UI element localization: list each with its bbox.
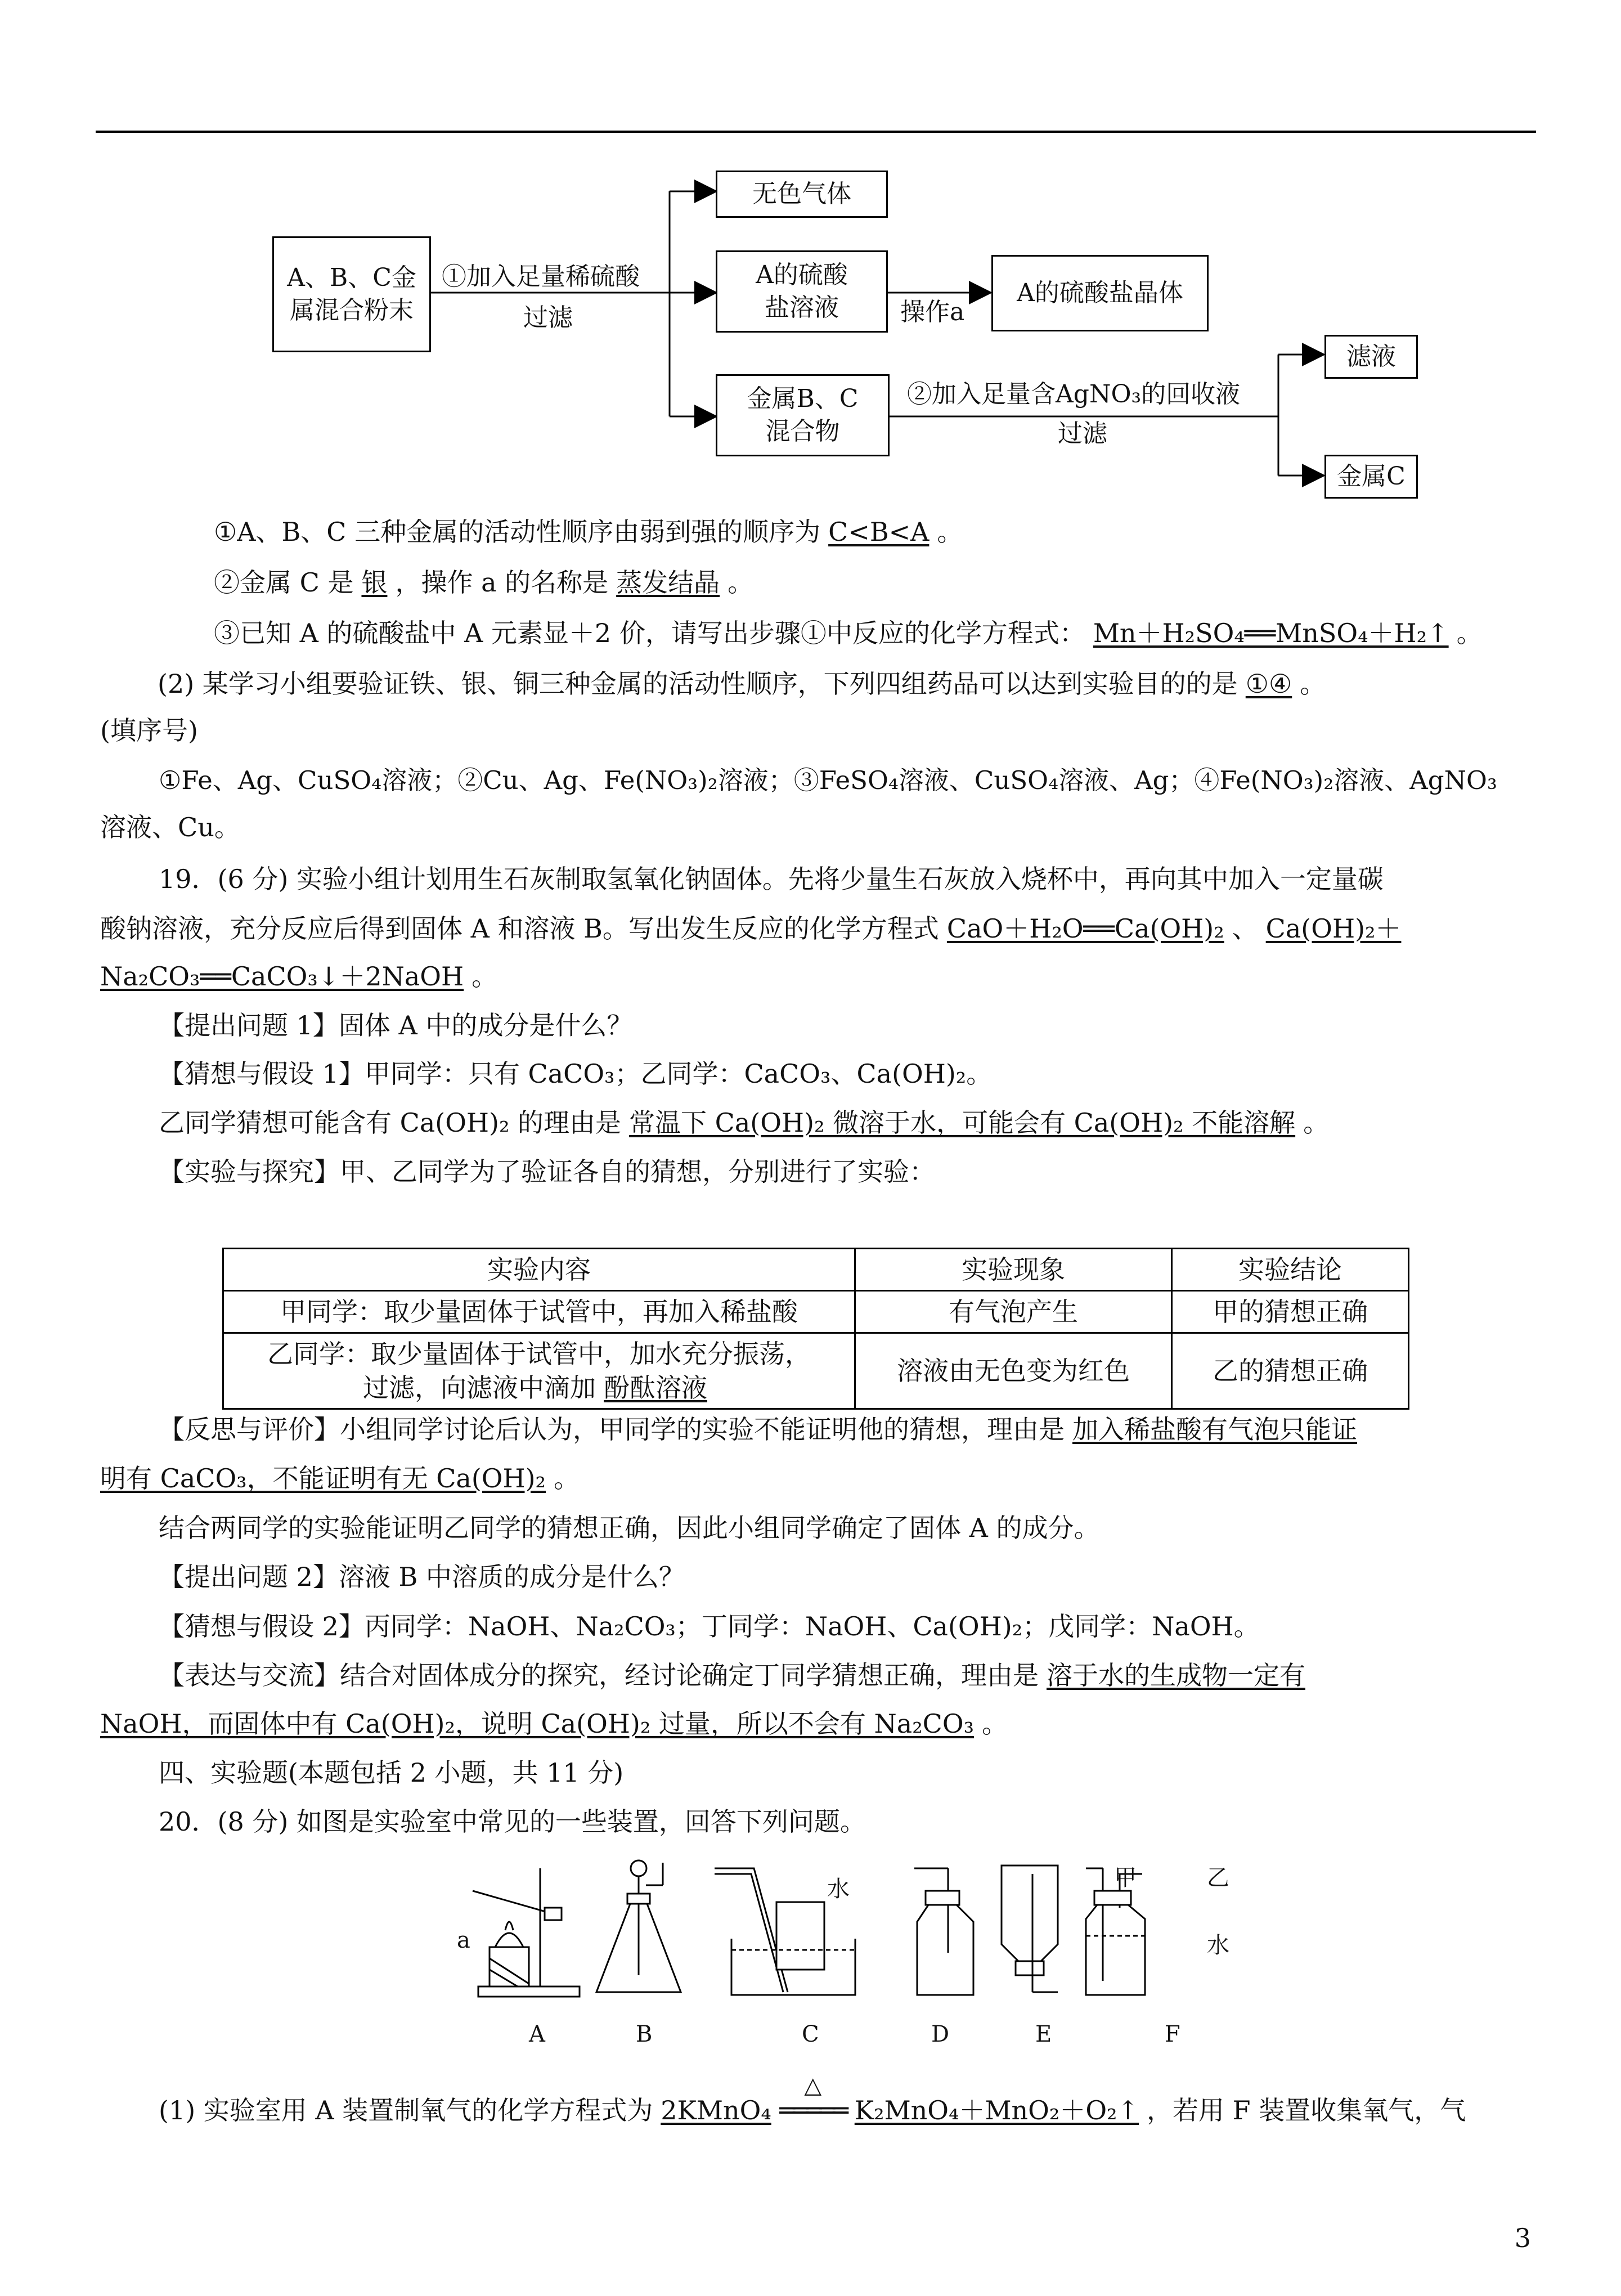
answer-blank: ①④ [1245,669,1292,699]
q18-line6: ①Fe、Ag、CuSO₄溶液；②Cu、Ag、Fe(NO₃)₂溶液；③FeSO₄溶液、CuSO₄溶液、Ag；④Fe(NO₃)₂溶液、AgNO₃ [159,765,1497,795]
q19-reflect-line1: 【反思与评价】小组同学讨论后认为，甲同学的实验不能证明他的猜想，理由是 加入稀盐酸有气泡只能证 [159,1412,1365,1446]
flow-metal-c-box: 金属C [1324,455,1418,499]
page-number: 3 [1514,2223,1531,2253]
table-cell: 甲同学：取少量固体于试管中，再加入稀盐酸 [223,1291,855,1333]
q19-hypothesis1: 【猜想与假设 1】甲同学：只有 CaCO₃；乙同学：CaCO₃、Ca(OH)₂。 [159,1059,993,1089]
apparatus-label: E [1035,2021,1052,2047]
answer-blank: 2KMnO₄ [661,2095,771,2125]
section-heading: 四、实验题(本题包括 2 小题，共 11 分) [159,1757,624,1788]
answer-blank: Ca(OH)₂＋ [1265,913,1402,944]
flow-mix-bc-box: 金属B、C混合物 [716,374,890,456]
apparatus-a [473,1868,580,1997]
answer-blank: 溶于水的生成物一定有 [1047,1660,1305,1690]
flow-op-a-label: 操作a [900,298,965,326]
table-header: 实验内容 [223,1249,855,1291]
q19-express-line1: 【表达与交流】结合对固体成分的探究，经讨论确定丁同学猜想正确，理由是 溶于水的生成物一定有 [159,1658,1313,1692]
answer-blank: 加入稀盐酸有气泡只能证 [1072,1414,1357,1445]
q18-line5: (填序号) [100,715,198,746]
apparatus-label-a-small: a [457,1927,470,1953]
q19-line1: 19．(6 分) 实验小组计划用生石灰制取氢氧化钠固体。先将少量生石灰放入烧杯中，再向其中加入一定量碳 [159,864,1384,894]
answer-blank: Na₂CO₃══CaCO₃↓＋2NaOH [100,961,464,992]
apparatus-b [596,1860,681,1992]
table-header: 实验结论 [1172,1249,1409,1291]
table-cell: 乙同学：取少量固体于试管中，加水充分振荡， 过滤，向滤液中滴加 酚酞溶液 [223,1333,855,1409]
q20-line1: (1) 实验室用 A 装置制氧气的化学方程式为 2KMnO₄ △ ═════ K₂MnO₄＋MnO₂＋O₂↑ ，若用 F 装置收集氧气，气 [159,2093,1466,2127]
apparatus-label: F [1165,2021,1180,2047]
apparatus-label-water: 水 [827,1876,850,1902]
q18-line1: ①A、B、C 三种金属的活动性顺序由弱到强的顺序为 C<B<A 。 [214,517,963,547]
answer-blank: C<B<A [828,517,930,547]
table-header: 实验现象 [855,1249,1172,1291]
q19-question2: 【提出问题 2】溶液 B 中溶质的成分是什么？ [159,1562,685,1592]
answer-blank: NaOH，而固体中有 Ca(OH)₂，说明 Ca(OH)₂ 过量，所以不会有 Na₂CO₃ [100,1708,975,1739]
flow-gas-box: 无色气体 [716,171,888,218]
flow-step1-filter: 过滤 [523,303,573,332]
reaction-condition: △ ═════ [779,2073,846,2125]
answer-blank: Mn＋H₂SO₄══MnSO₄＋H₂↑ [1093,618,1449,648]
table-row [223,1333,1409,1409]
q18-line7: 溶液、Cu。 [100,812,240,842]
table-cell: 乙的猜想正确 [1172,1333,1409,1409]
apparatus-d [914,1868,973,1995]
apparatus-label: A [529,2021,545,2047]
q19-reflect-line2: 明有 CaCO₃，不能证明有无 Ca(OH)₂ 。 [100,1463,580,1494]
q18-line4: (2) 某学习小组要验证铁、银、铜三种金属的活动性顺序，下列四组药品可以达到实验目的的是 ①④ 。 [158,669,1326,699]
q19-combine: 结合两同学的实验能证明乙同学的猜想正确，因此小组同学确定了固体 A 的成分。 [159,1513,1100,1543]
q19-reason: 乙同学猜想可能含有 Ca(OH)₂ 的理由是 常温下 Ca(OH)₂ 微溶于水，可能会有 Ca(OH)₂ 不能溶解 。 [159,1107,1330,1138]
flow-step2-label: ②加入足量含AgNO₃的回收液 [907,380,1241,409]
apparatus-label-water2: 水 [1207,1932,1229,1958]
flow-crystal-box: A的硫酸盐晶体 [991,255,1209,331]
q19-explore: 【实验与探究】甲、乙同学为了验证各自的猜想，分别进行了实验： [159,1156,935,1187]
answer-blank: 银 [361,567,388,598]
apparatus-label-jia: 甲 [1114,1865,1137,1891]
table-row [223,1291,1409,1333]
q19-hypothesis2: 【猜想与假设 2】丙同学：NaOH、Na₂CO₃；丁同学：NaOH、Ca(OH)₂；戊同学：NaOH。 [159,1611,1260,1642]
answer-blank: 明有 CaCO₃，不能证明有无 Ca(OH)₂ [100,1463,546,1494]
table-cell: 甲的猜想正确 [1172,1291,1409,1333]
q18-line2: ②金属 C 是 银 ，操作 a 的名称是 蒸发结晶 。 [214,567,754,598]
answer-blank: K₂MnO₄＋MnO₂＋O₂↑ [854,2095,1139,2125]
q18-line3: ③已知 A 的硫酸盐中 A 元素显＋2 价，请写出步骤①中反应的化学方程式： Mn＋H₂SO₄══MnSO₄＋H₂↑ 。 [214,618,1483,648]
experiment-table [222,1248,1409,1410]
table-header-row [223,1249,1409,1291]
apparatus-label-yi: 乙 [1207,1865,1229,1891]
q19-line2: 酸钠溶液，充分反应后得到固体 A 和溶液 B。写出发生反应的化学方程式 CaO＋H₂O══Ca(OH)₂ 、 Ca(OH)₂＋ [100,912,1409,945]
apparatus-label: B [636,2021,653,2047]
q19-express-line2: NaOH，而固体中有 Ca(OH)₂，说明 Ca(OH)₂ 过量，所以不会有 Na₂CO₃ 。 [100,1708,1008,1739]
flow-start-box: A、B、C金属混合粉末 [272,236,431,352]
q19-line3: Na₂CO₃══CaCO₃↓＋2NaOH 。 [100,961,498,992]
flow-step1-label: ①加入足量稀硫酸 [442,262,640,291]
apparatus-label: C [802,2021,819,2047]
flow-step2-filter: 过滤 [1058,419,1107,448]
q20-intro: 20．(8 分) 如图是实验室中常见的一些装置，回答下列问题。 [159,1806,866,1837]
answer-blank: 酚酞溶液 [604,1373,707,1403]
flow-filtrate-box: 滤液 [1324,335,1418,379]
q19-question1: 【提出问题 1】固体 A 中的成分是什么？ [159,1010,633,1041]
answer-blank: 蒸发结晶 [616,567,720,598]
apparatus-label: D [931,2021,950,2047]
table-cell: 溶液由无色变为红色 [855,1333,1172,1409]
table-cell: 有气泡产生 [855,1291,1172,1333]
answer-blank: CaO＋H₂O══Ca(OH)₂ [946,913,1224,944]
flow-solution-box: A的硫酸盐溶液 [716,250,888,333]
apparatus-e [1002,1866,1058,1992]
answer-blank: 常温下 Ca(OH)₂ 微溶于水，可能会有 Ca(OH)₂ 不能溶解 [629,1107,1296,1138]
